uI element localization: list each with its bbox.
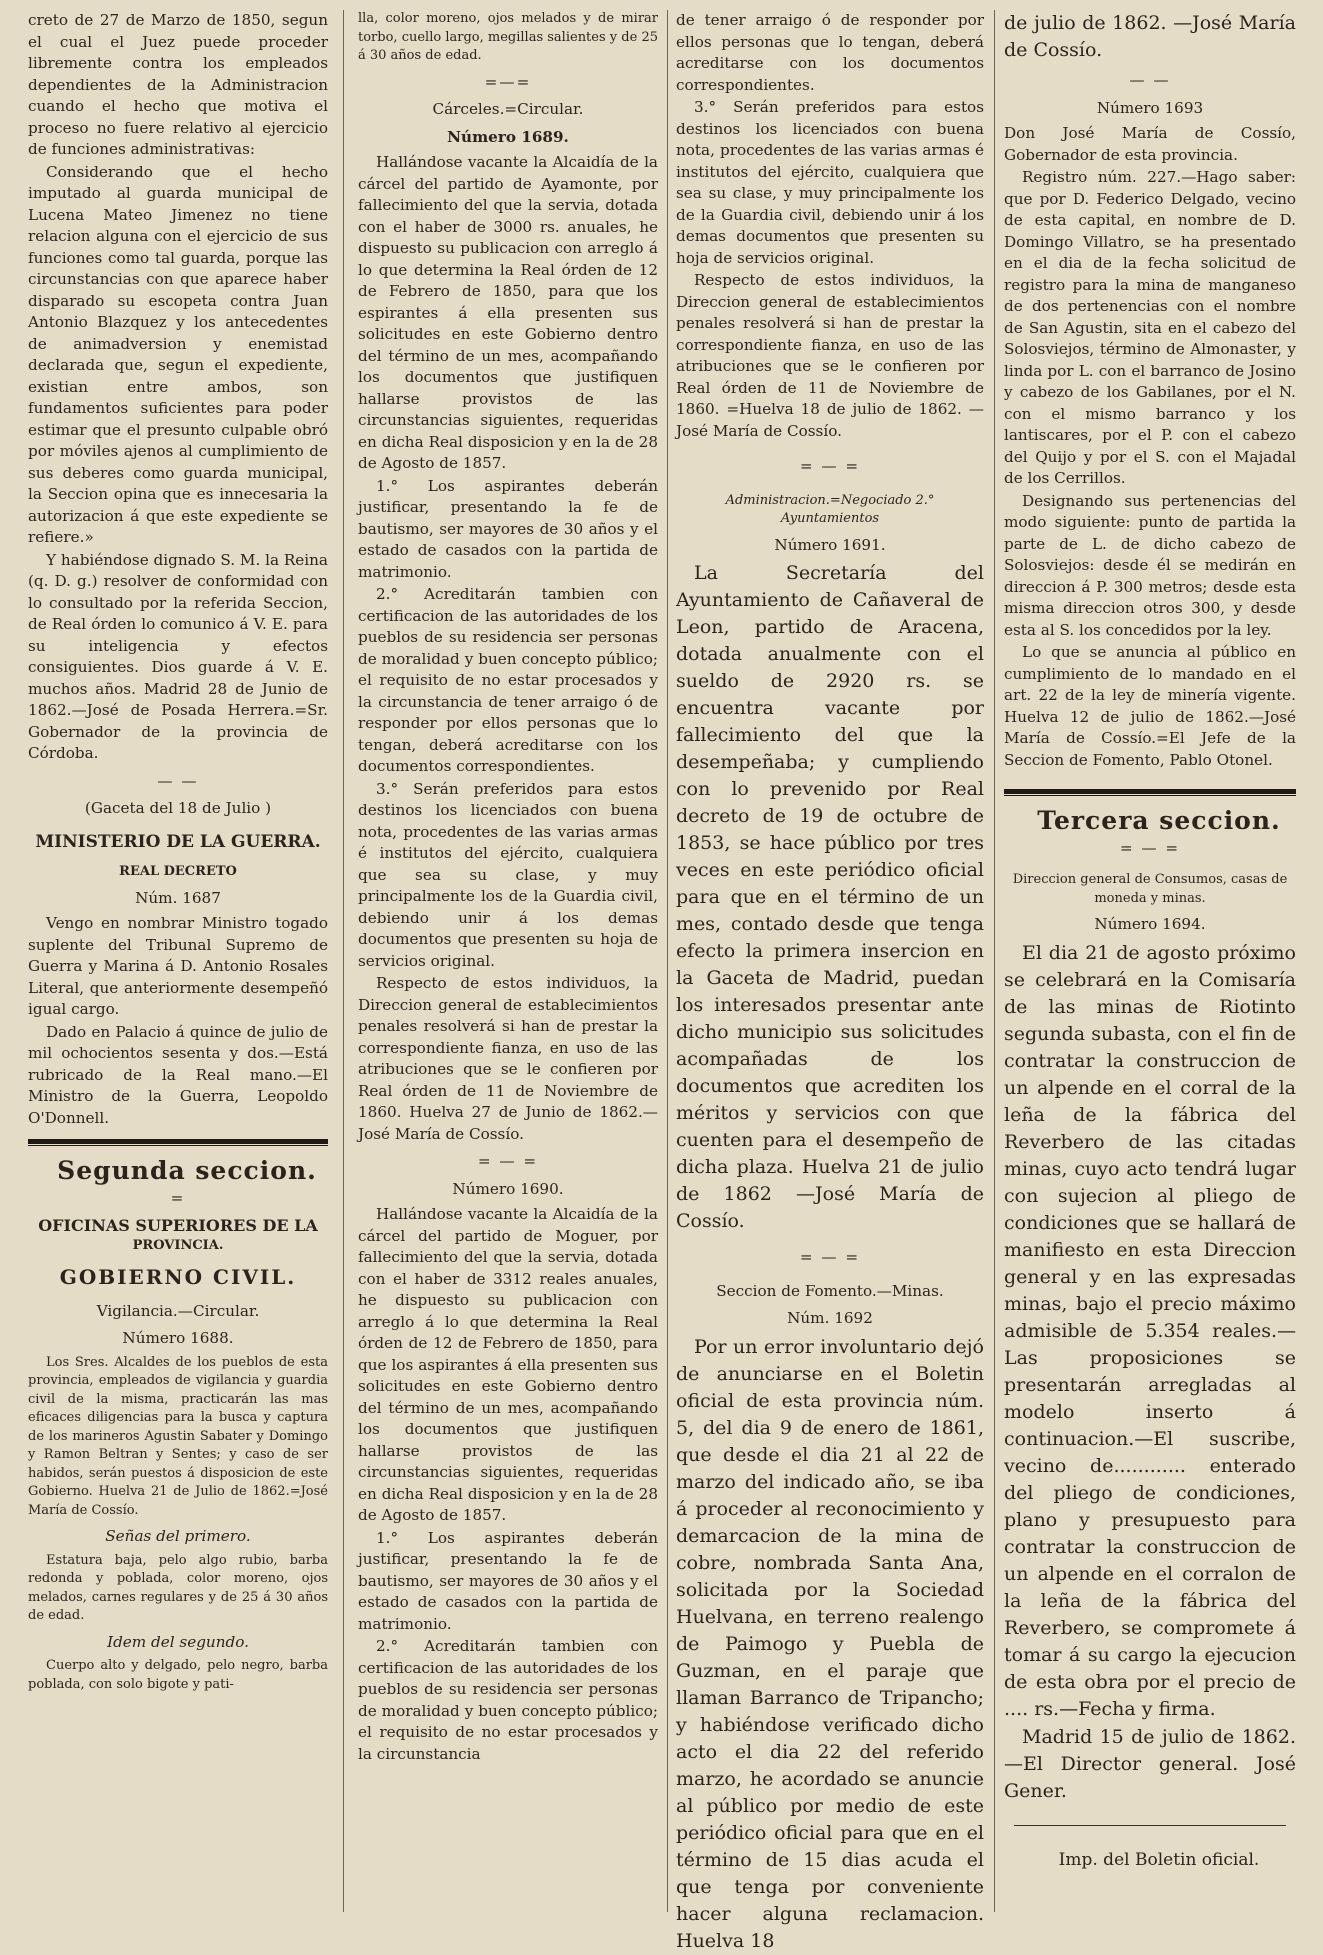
separator: = <box>170 1188 186 1207</box>
separator: = — = <box>799 457 861 475</box>
office-heading: OFICINAS SUPERIORES DE LA <box>38 1216 318 1235</box>
department-heading: Seccion de Fomento.—Minas. <box>716 1281 944 1300</box>
printer-credit: Imp. del Boletin oficial. <box>1058 1849 1260 1870</box>
paragraph: Registro núm. 227.—Hago saber: que por D. Federico Delgado, vecino de esta capital, en nombre de D. Domingo Villatro, se ha presentado en el dia de la fecha solicitud de registro para la mina de manganeso de dos pertenencias con el nombre de San Agustin, sita en el cabezo del Solosviejos, término de Almonaster, y linda por L. con el barranco de Josino y cabezo de los Gabilanes, por el N. con el mismo barranco y los lantiscares, por el P. con el cabezo del Quijo y por el S. con el Majadal de los Cerrillos. <box>1004 168 1296 487</box>
subheading: Señas del primero. <box>105 1527 251 1545</box>
paragraph: de julio de 1862. —José María de Cossío. <box>1004 12 1296 61</box>
paragraph: Madrid 15 de julio de 1862. —El Director general. José Gener. <box>1004 1725 1296 1802</box>
paragraph: Designando sus pertenencias del modo siguiente: punto de partida la parte de L. de dicho cabezo de Solosviejos: desde él se medirán en direccion á P. 300 metros; desde esta misma direccion otros 300, y desde esta al S. los concedidos por la ley. <box>1004 491 1296 639</box>
number-heading: Núm. 1687 <box>135 888 221 907</box>
number-heading: Número 1690. <box>452 1179 564 1198</box>
separator: = — = <box>1119 838 1181 857</box>
paragraph: creto de 27 de Marzo de 1850, segun el cual el Juez puede proceder libremente contra los empleados dependientes de la Administracion cuando el hecho que motiva el proceso no fuere relativo al ejercicio de funciones administrativas: <box>28 11 328 158</box>
number-heading: Número 1691. <box>774 535 886 554</box>
footer-rule <box>1014 1825 1286 1826</box>
section-rule <box>1004 789 1296 796</box>
paragraph: 2.° Acreditarán tambien con certificacion de las autoridades de los pueblos de su residencia ser personas de moralidad y buen concepto público; el requisito de no estar procesados y la circunstancia de tener arraigo ó de responder por ellos personas que lo tengan, deberá acreditarse con los documentos correspondientes. <box>358 585 658 775</box>
section-title: Tercera seccion. <box>1037 806 1281 835</box>
paragraph: Estatura baja, pelo algo rubio, barba redonda y poblada, color moreno, ojos melados, carnes regulares y de 25 á 30 años de edad. <box>28 1552 328 1623</box>
number-heading: Número 1694. <box>1094 915 1206 933</box>
large-notice <box>676 1334 984 1955</box>
column-2 <box>358 10 658 1914</box>
paragraph: Por un error involuntario dejó de anunciarse en el Boletin oficial de esta provincia núm. 5, del dia 9 de enero de 1861, que desde el dia 21 al 22 de marzo del indicado año, se iba á proceder al reconocimiento y demarcacion de la mina de cobre, nombrada Santa Ana, solicitada por la Sociedad Huelvana, en terreno realengo de Paimogo y Puebla de Guzman, en el paraje que llaman Barranco de Tripancho; y habiéndose verificado dicho acto el dia 22 del referido marzo, he acordado se anuncie al público por medio de este periódico oficial para que en el término de 15 dias acuda el que tenga por conveniente hacer alguna reclamacion. Huelva 18 <box>676 1335 984 1952</box>
number-heading: Número 1688. <box>122 1329 234 1347</box>
column-4 <box>1004 10 1296 1914</box>
paragraph: Respecto de estos individuos, la Direccion general de establecimientos penales resolverá si han de prestar la correspondiente fianza, en uso de las atribuciones que se le confieren por Real órden de 11 de Noviembre de 1860. Huelva 27 de Junio de 1862.—José María de Cossío. <box>358 974 658 1143</box>
paragraph: de tener arraigo ó de responder por ellos personas que lo tengan, deberá acreditarse con los documentos correspondientes. <box>676 11 984 94</box>
circular-heading: Vigilancia.—Circular. <box>96 1301 260 1320</box>
subheading: Idem del segundo. <box>107 1632 249 1651</box>
department-heading: Administracion.=Negociado 2.° <box>725 492 935 508</box>
column-divider <box>667 10 668 1912</box>
paragraph: El dia 21 de agosto próximo se celebrará en la Comisaría de las minas de Riotinto segunda subasta, con el fin de contratar la construccion de un alpende en el corral de la leña de la fábrica del Reverbero de las citadas minas, cuyo acto tendrá lugar con sujecion al pliego de condiciones que se hallará de manifiesto en esta Direccion general y en las expresadas minas, bajo el precio máximo admisible de 5.354 reales.—Las proposiciones se presentarán arregladas al modelo inserto á continuacion.—El suscribe, vecino de............ enterado del pliego de condiciones, plano y presupuesto para contratar la construccion de un alpende en el corralon de la leña de la fábrica del Reverbero, se compromete á tomar á su cargo la ejecucion de esta obra por el precio de .... rs.—Fecha y firma. <box>1004 941 1296 1720</box>
separator: — — <box>1129 71 1171 89</box>
paragraph: Hallándose vacante la Alcaidía de la cárcel del partido de Ayamonte, por fallecimiento del que la servia, dotada con el haber de 3000 rs. anuales, he dispuesto su publicacion con arreglo á lo que determina la Real órden de 12 de Febrero de 1850, para que los espirantes á ella presenten sus solicitudes en este Gobierno dentro del término de un mes, acompañando los documentos que justifiquen hallarse provistos de las circunstancias siguientes, requeridas en dicha Real disposicion y en la de 28 de Agosto de 1857. <box>358 153 658 472</box>
decree-heading: REAL DECRETO <box>119 864 237 879</box>
separator: — — <box>157 771 199 790</box>
large-notice <box>1004 940 1296 1805</box>
government-heading: GOBIERNO CIVIL. <box>59 1265 297 1289</box>
paragraph: 1.° Los aspirantes deberán justificar, presentando la fe de bautismo, ser mayores de 30 años y el estado de casados con la partida de matrimonio. <box>358 476 658 581</box>
paragraph: Respecto de estos individuos, la Direccion general de establecimientos penales resolverá si han de prestar la correspondiente fianza, en uso de las atribuciones que se le confieren por Real órden de 11 de Noviembre de 1860. =Huelva 18 de julio de 1862. —José María de Cossío. <box>676 271 984 440</box>
paragraph: Lo que se anuncia al público en cumplimiento de lo mandado en el art. 22 de la ley de minería vigente. Huelva 12 de julio de 1862.—José María de Cossío.=El Jefe de la Seccion de Fomento, Pablo Otonel. <box>1004 643 1296 769</box>
number-heading: Número 1689. <box>447 127 569 146</box>
large-notice <box>1004 10 1296 64</box>
circular-heading: Cárceles.=Circular. <box>432 100 584 118</box>
paragraph: Vengo en nombrar Ministro togado suplente del Tribunal Supremo de Guerra y Marina á D. Antonio Rosales Literal, que anteriormente desempeñó igual cargo. <box>28 914 328 1018</box>
column-1 <box>28 10 328 1914</box>
number-heading: Número 1693 <box>1096 98 1204 117</box>
gaceta-note: (Gaceta del 18 de Julio ) <box>84 799 272 817</box>
separator: = — = <box>477 1152 539 1170</box>
section-title: Segunda seccion. <box>57 1156 317 1185</box>
office-subheading: PROVINCIA. <box>132 1237 224 1253</box>
paragraph: Hallándose vacante la Alcaidía de la cárcel del partido de Moguer, por fallecimiento del que la servia, dotada con el haber de 3312 reales anuales, he dispuesto su publicacion con arreglo á lo que determina la Real órden de 12 de Febrero de 1850, para que los aspirantes á ella presenten sus solicitudes en este Gobierno dentro del término de un mes, acompañando los documentos que justifiquen hallarse provistos de las circunstancias siguientes, requeridas en dicha Real disposicion y en la de 28 de Agosto de 1857. <box>358 1205 658 1524</box>
paragraph: 3.° Serán preferidos para estos destinos los licenciados con buena nota, procedentes de las varias armas é institutos del ejército, cualquiera que sea su clase, y muy principalmente los de la Guardia civil, debiendo unir á los demas documentos que presenten su hoja de servicios original. <box>676 98 984 267</box>
column-divider <box>994 10 995 1912</box>
separator: = — = <box>799 1248 861 1266</box>
large-notice <box>676 560 984 1235</box>
paragraph: Cuerpo alto y delgado, pelo negro, barba poblada, con solo bigote y pati- <box>28 1658 328 1692</box>
paragraph: Y habiéndose dignado S. M. la Reina (q. D. g.) resolver de conformidad con lo consultado por la referida Seccion, de Real órden lo comunico á V. E. para su inteligencia y efectos consiguientes. Dios guarde á V. E. muchos años. Madrid 28 de Junio de 1862.—José de Posada Herrera.=Sr. Gobernador de la provincia de Córdoba. <box>28 550 328 762</box>
paragraph: Dado en Palacio á quince de julio de mil ochocientos sesenta y dos.—Está rubricado de la Real mano.—El Ministro de la Guerra, Leopoldo O'Donnell. <box>28 1022 328 1127</box>
ministry-heading: MINISTERIO DE LA GUERRA. <box>35 831 321 852</box>
paragraph: lla, color moreno, ojos melados y de mirar torbo, cuello largo, megillas salientes y de 25 á 30 años de edad. <box>358 11 658 63</box>
department-subheading: Ayuntamientos <box>780 511 880 526</box>
department-heading: Direccion general de Consumos, casas de moneda y minas. <box>1012 872 1288 906</box>
paragraph: 3.° Serán preferidos para estos destinos los licenciados con buena nota, procedentes de las varias armas é institutos del ejército, cualquiera que sea su clase, y muy principalmente los de la Guardia civil, debiendo unir á los demas documentos que presenten su hoja de servicios original. <box>358 779 658 970</box>
number-heading: Núm. 1692 <box>787 1309 873 1327</box>
paragraph: Los Sres. Alcaldes de los pueblos de esta provincia, empleados de vigilancia y guardia civil de la misma, practicarán las mas eficaces diligencias para la busca y captura de los marineros Agustin Sabater y Domingo y Ramon Beltran y Sentes; y caso de ser habidos, serán puestos á disposicion de este Gobierno. Huelva 21 de Julio de 1862.=José María de Cossío. <box>28 1354 328 1518</box>
paragraph: Considerando que el hecho imputado al guarda municipal de Lucena Mateo Jimenez no tiene relacion alguna con el ejercicio de sus funciones como tal guarda, porque las circunstancias con que aparece haber disparado su escopeta contra Juan Antonio Blazquez y los antecedentes de animadversion y enemistad declarada que, segun el expediente, existian entre ambos, son fundamentos suficientes para poder estimar que el presunto culpable obró por móviles ajenos al cumplimiento de sus deberes como guarda municipal, la Seccion opina que es innecesaria la autorizacion á que este expediente se refiere.» <box>28 162 328 546</box>
paragraph: 1.° Los aspirantes deberán justificar, presentando la fe de bautismo, ser mayores de 30 años y el estado de casados con la partida de matrimonio. <box>358 1528 658 1633</box>
paragraph: Don José María de Cossío, Gobernador de esta provincia. <box>1004 124 1296 164</box>
separator: =—= <box>484 72 532 91</box>
section-rule <box>28 1139 328 1146</box>
column-3 <box>676 10 984 1952</box>
paragraph: 2.° Acreditarán tambien con certificacion de las autoridades de los pueblos de su residencia ser personas de moralidad y buen concepto público; el requisito de no estar procesados y la circunstancia <box>358 1637 658 1763</box>
column-divider <box>343 10 344 1912</box>
paragraph: La Secretaría del Ayuntamiento de Cañaveral de Leon, partido de Aracena, dotada anualmente con el sueldo de 2920 rs. se encuentra vacante por fallecimiento del que la desempeñaba; y cumpliendo con lo prevenido por Real decreto de 19 de octubre de 1853, se hace público por tres veces en este periódico oficial para que en el término de un mes, contado desde que tenga efecto la primera insercion en la Gaceta de Madrid, puedan los interesados presentar ante dicho municipio sus solicitudes acompañadas de los documentos que acrediten los méritos y servicios con que cuenten para el desempeño de dicha plaza. Huelva 21 de julio de 1862 —José María de Cossío. <box>676 562 984 1232</box>
